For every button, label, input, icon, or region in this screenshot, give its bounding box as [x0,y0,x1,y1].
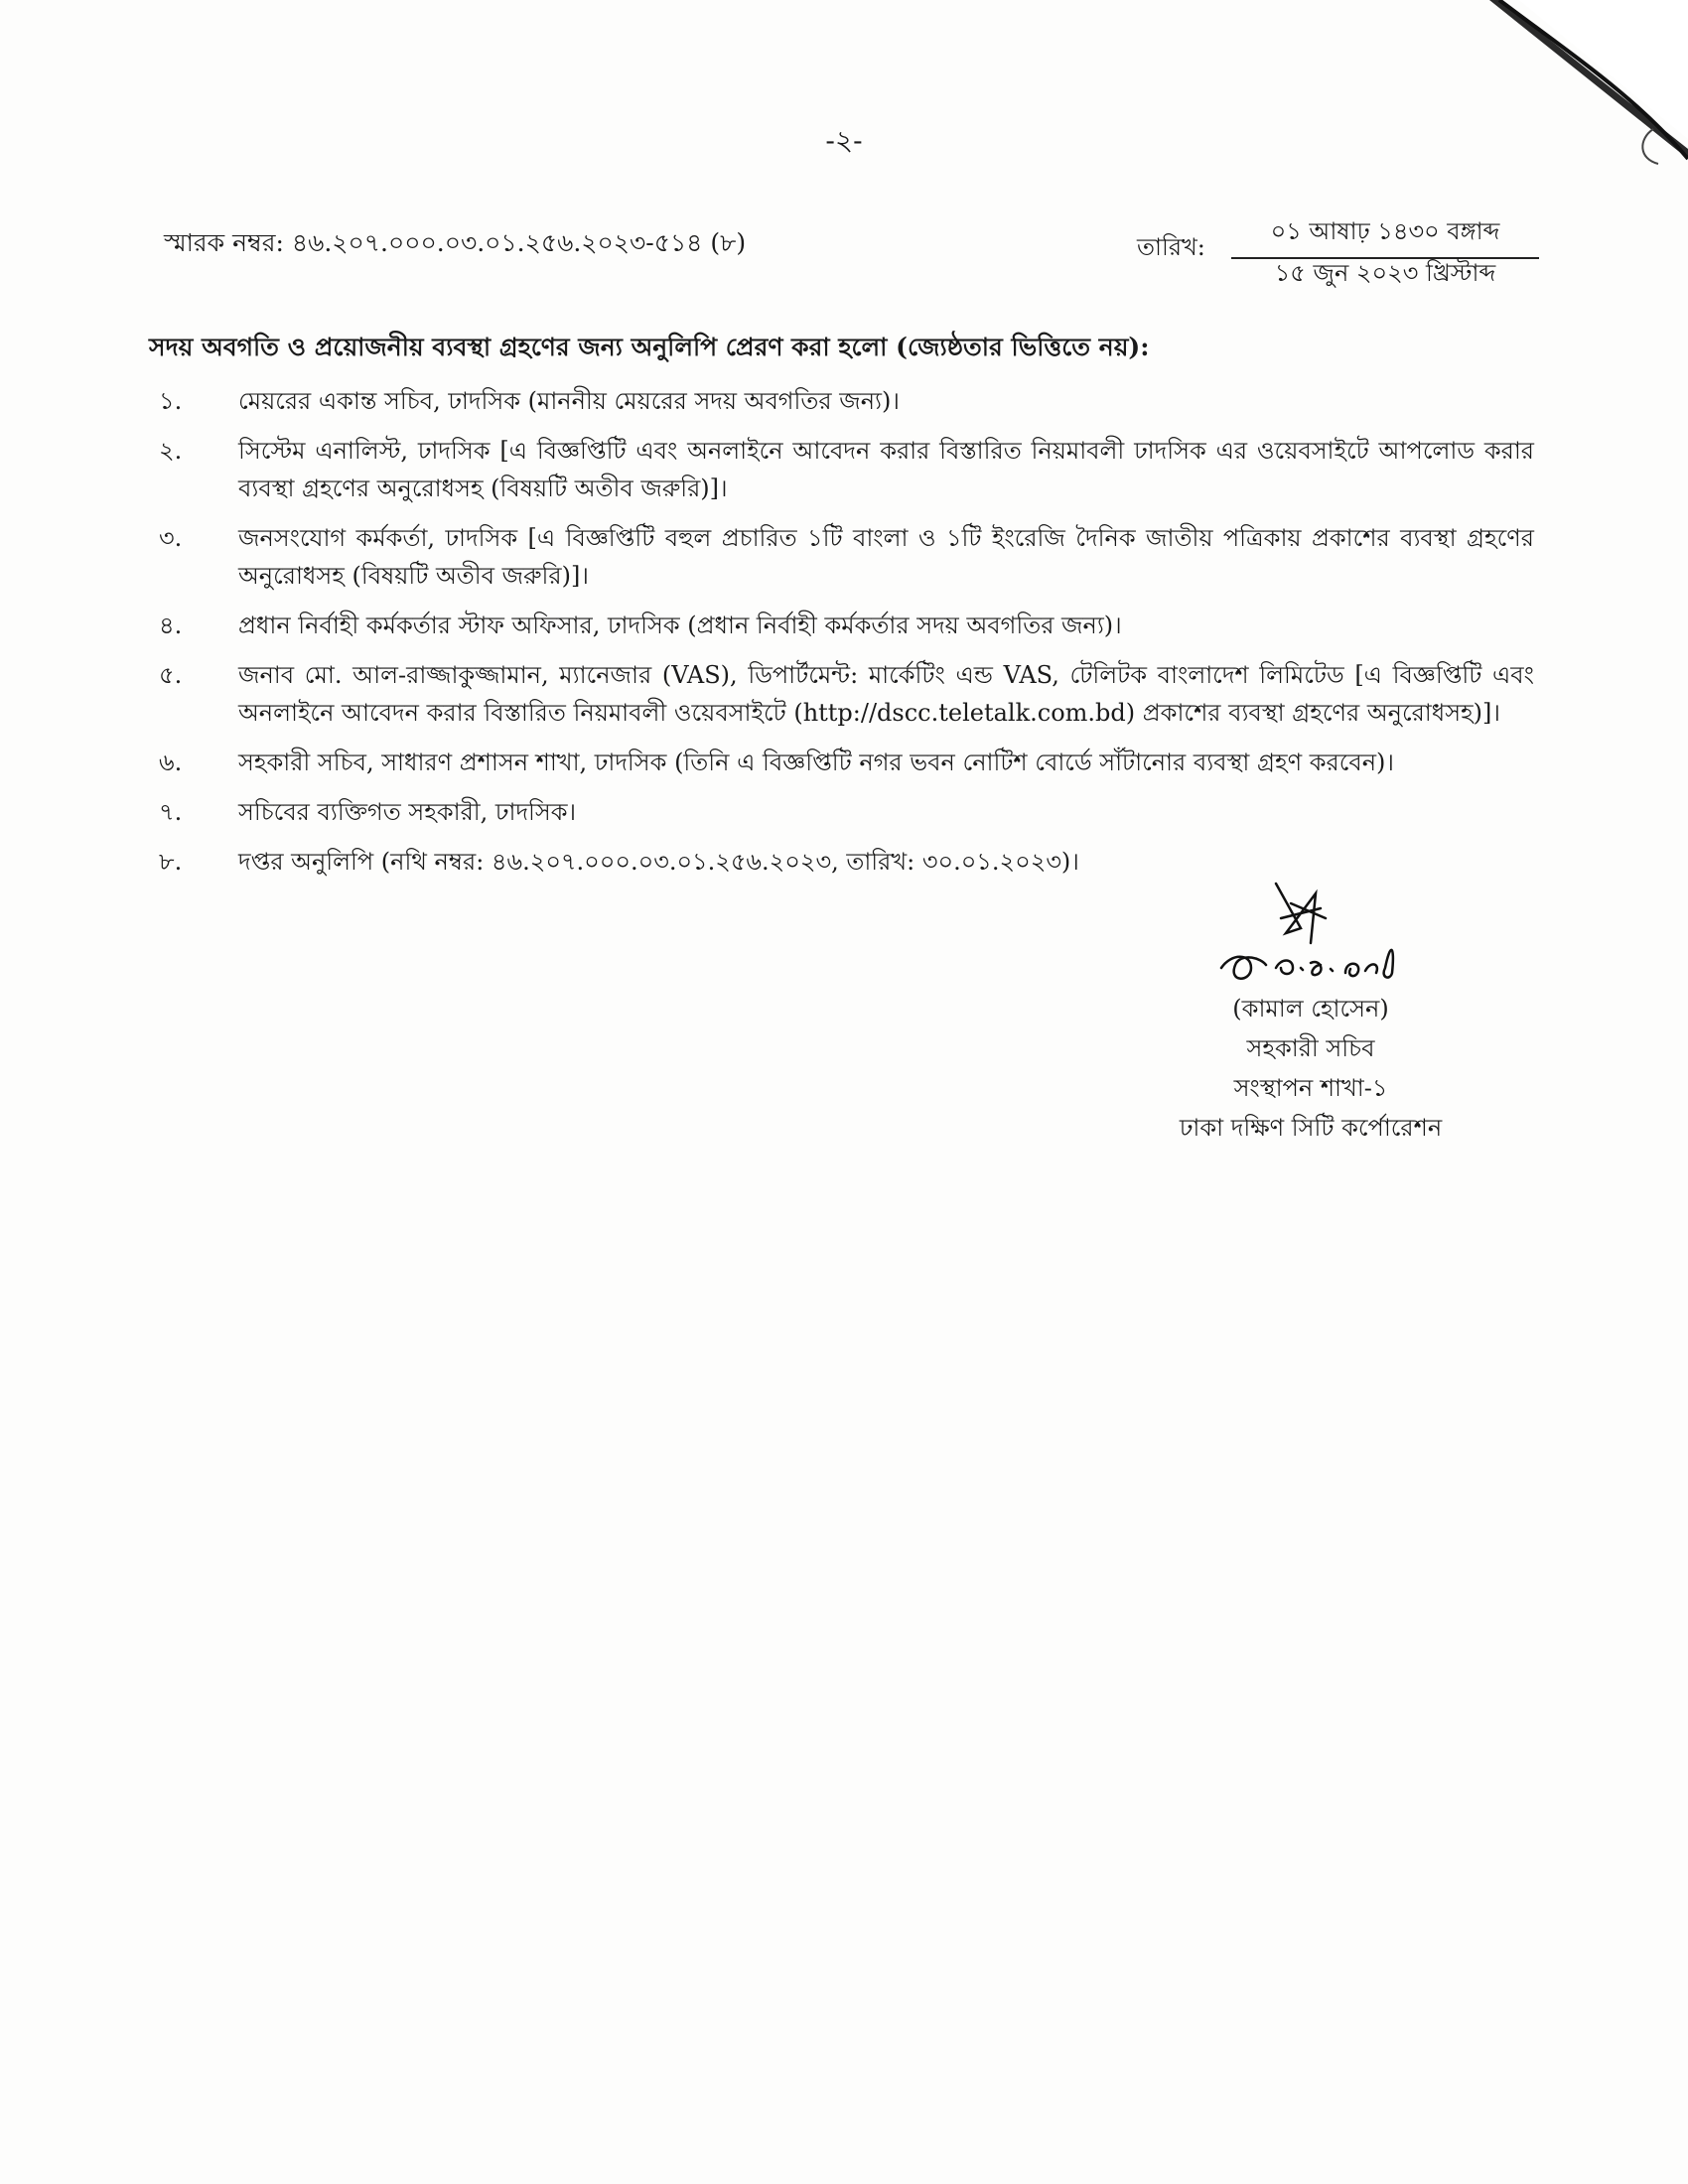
handwritten-signature [1182,874,1440,993]
signatory-name: (কামাল হোসেন) [1232,995,1389,1023]
memo-number: স্মারক নম্বর: ৪৬.২০৭.০০০.০৩.০১.২৫৬.২০২৩-৫১৪ (৮) [164,228,747,257]
signatory-designation: সহকারী সচিব [1246,1034,1375,1062]
item-text: প্রধান নির্বাহী কর্মকর্তার স্টাফ অফিসার, ঢাদসিক (প্রধান নির্বাহী কর্মকর্তার সদয় অবগতির জন্য)। [238,612,1122,639]
item-number: ৮. [159,848,183,876]
item-text: দপ্তর অনুলিপি (নথি নম্বর: ৪৬.২০৭.০০০.০৩.০১.২৫৬.২০২৩, তারিখ: ৩০.০১.২০২৩)। [238,848,1079,876]
item-text: জনসংযোগ কর্মকর্তা, ঢাদসিক [এ বিজ্ঞপ্তিটি বহুল প্রচারিত ১টি বাংলা ও ১টি ইংরেজি দৈনিক জাতীয় পত্রিকায় প্রকাশের ব্যবস্থা গ্রহণের অনুরোধসহ (বিষয়টি অতীব জরুরি)]। [238,524,1534,590]
item-number: ৪. [159,612,183,639]
item-number: ৭. [159,798,183,826]
signature-block [1152,874,1470,1148]
item-number: ৬. [159,749,183,776]
list-item [159,656,1534,732]
date-english: ১৫ জুন ২০২৩ খ্রিস্টাব্দ [1274,259,1496,287]
list-item [159,744,1534,781]
list-item [159,793,1534,831]
date-bangla: ০১ আষাঢ় ১৪৩০ বঙ্গাব্দ [1231,213,1539,259]
list-item [159,382,1534,420]
item-number: ৫. [159,661,183,689]
item-number: ৩. [159,524,183,552]
date-block [1132,213,1549,293]
signatory-organization: ঢাকা দক্ষিণ সিটি কর্পোরেশন [1179,1114,1443,1142]
item-number: ২. [159,437,183,465]
list-item [159,519,1534,595]
list-item [159,607,1534,644]
item-text: সিস্টেম এনালিস্ট, ঢাদসিক [এ বিজ্ঞপ্তিটি এবং অনলাইনে আবেদন করার বিস্তারিত নিয়মাবলী ঢাদসিক এর ওয়েবসাইটে আপলোড করার ব্যবস্থা গ্রহণের অনুরোধসহ (বিষয়টি অতীব জরুরি)]। [238,437,1534,502]
distribution-list [159,382,1534,892]
copy-distribution-heading: সদয় অবগতি ও প্রয়োজনীয় ব্যবস্থা গ্রহণের জন্য অনুলিপি প্রেরণ করা হলো (জ্যেষ্ঠতার ভিত্তিতে নয়): [149,333,1150,361]
scan-corner-artifact [1460,0,1688,199]
signatory-section: সংস্থাপন শাখা-১ [1233,1074,1388,1102]
item-number: ১. [159,387,183,415]
item-text: সচিবের ব্যক্তিগত সহকারী, ঢাদসিক। [238,798,577,826]
item-text: সহকারী সচিব, সাধারণ প্রশাসন শাখা, ঢাদসিক (তিনি এ বিজ্ঞপ্তিটি নগর ভবন নোটিশ বোর্ডে সাঁটানোর ব্যবস্থা গ্রহণ করবেন)। [238,749,1394,776]
item-text: জনাব মো. আল-রাজ্জাকুজ্জামান, ম্যানেজার (VAS), ডিপার্টমেন্ট: মার্কেটিং এন্ড VAS, টেলিটক বাংলাদেশ লিমিটেড [এ বিজ্ঞপ্তিটি এবং অনলাইনে আবেদন করার বিস্তারিত নিয়মাবলী ওয়েবসাইটে (http://dscc.teletalk.com.bd) প্রকাশের ব্যবস্থা গ্রহণের অনুরোধসহ)]। [238,661,1534,727]
list-item [159,432,1534,507]
date-label: তারিখ: [1137,233,1205,261]
item-text: মেয়রের একান্ত সচিব, ঢাদসিক (মাননীয় মেয়রের সদয় অবগতির জন্য)। [238,387,900,415]
page-number: -২- [825,124,863,157]
